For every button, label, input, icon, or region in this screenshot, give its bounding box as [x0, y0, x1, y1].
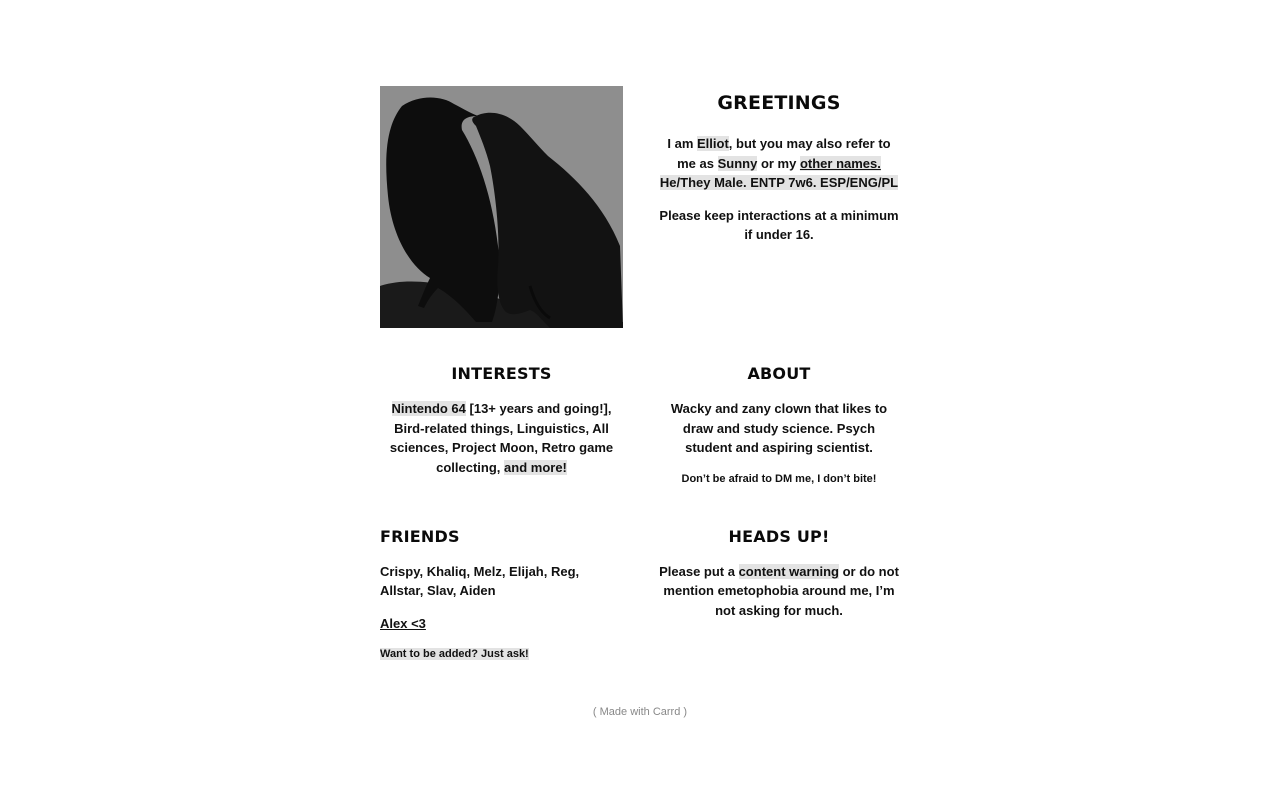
name-highlight: Elliot: [697, 136, 729, 151]
about-text: Wacky and zany clown that likes to draw and study science. Psych student and aspiring scientist.: [670, 401, 888, 455]
greetings-title: GREETINGS: [717, 92, 841, 114]
add-note-paragraph: [380, 647, 623, 662]
row-interests-about: [380, 364, 900, 487]
crows-photo: [380, 86, 623, 328]
headsup-text-2: or do not mention emetophobia around me, I’m not asking for much.: [663, 563, 899, 618]
about-column: [658, 364, 900, 487]
interests-text: [380, 399, 623, 477]
headsup-column: [658, 527, 900, 663]
friends-list: Crispy, Khaliq, Melz, Elijah, Reg, Allstar, Slav, Aiden: [380, 563, 580, 598]
intro-text-3: or my: [757, 155, 800, 171]
made-with-carrd-link[interactable]: ( Made with Carrd ): [592, 706, 688, 718]
intro-text-2: , but you may also refer to me as: [677, 136, 891, 171]
headsup-text: [658, 562, 900, 621]
age-warning: Please keep interactions at a minimum if under 16.: [659, 207, 899, 242]
nickname-highlight: Sunny: [717, 155, 758, 171]
and-more-highlight: and more!: [504, 459, 567, 475]
friends-column: [380, 527, 623, 663]
headsup-text-1: Please put a: [659, 563, 739, 579]
greetings-column: [658, 86, 900, 328]
footer: [0, 706, 1280, 718]
about-title: ABOUT: [747, 364, 811, 383]
row-friends-headsup: [380, 527, 900, 663]
interests-list: [13+ years and going!], Bird-related things, Linguistics, All sciences, Project Moon, Retro game collecting,: [389, 401, 614, 475]
headsup-title: HEADS UP!: [728, 526, 830, 546]
partner-link[interactable]: Alex <3: [380, 615, 426, 631]
crows-illustration: [380, 86, 623, 328]
interests-title: INTERESTS: [451, 364, 552, 383]
add-note: Want to be added? Just ask!: [380, 648, 529, 660]
row-greetings: [380, 86, 900, 328]
other-names-link[interactable]: other names.: [799, 155, 881, 171]
content-grid: [380, 86, 900, 662]
identity-highlight: He/They Male. ENTP 7w6. ESP/ENG/PL: [659, 175, 899, 190]
greetings-intro: [658, 134, 900, 193]
intro-text-1: I am: [667, 136, 697, 151]
partner-paragraph: [380, 614, 623, 634]
content-warning-highlight: content warning: [738, 563, 839, 579]
photo-column: [380, 86, 623, 328]
dm-note: Don’t be afraid to DM me, I don’t bite!: [681, 472, 877, 485]
n64-highlight: Nintendo 64: [391, 401, 466, 416]
interests-column: [380, 364, 623, 487]
friends-title: FRIENDS: [380, 526, 460, 546]
